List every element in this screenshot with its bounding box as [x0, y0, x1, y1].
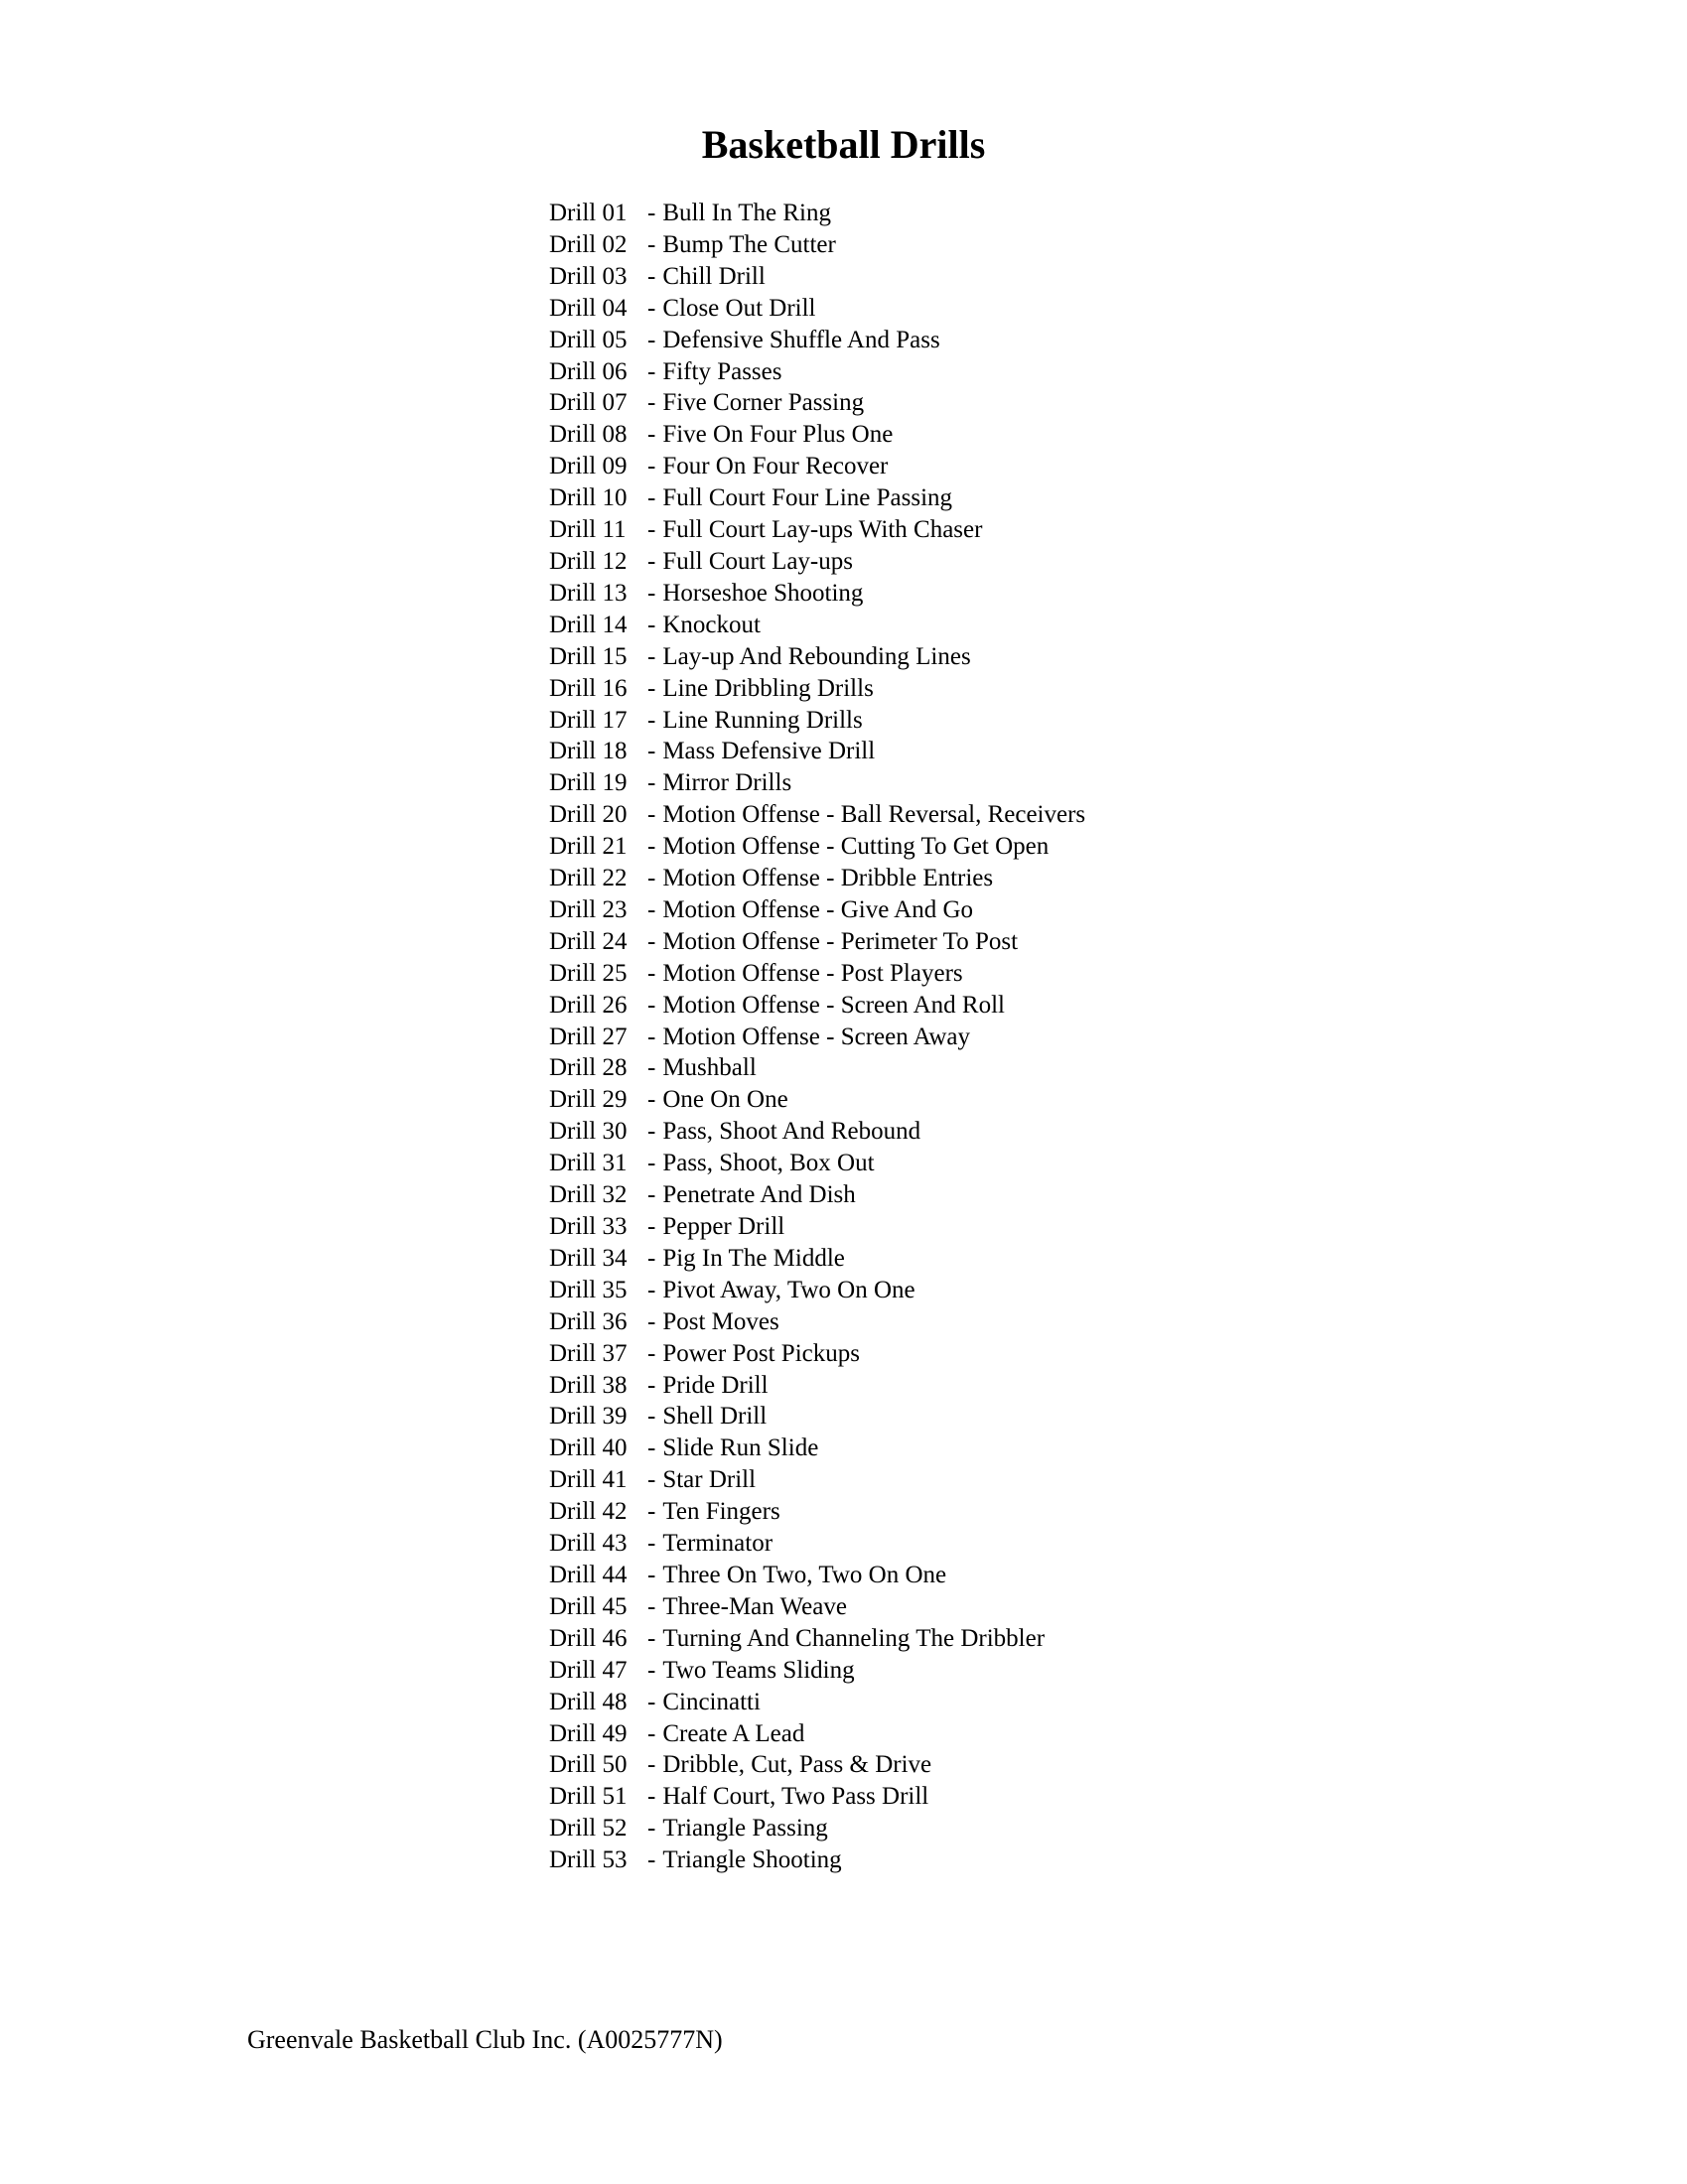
list-item: [549, 1370, 1085, 1402]
drill-name: Three On Two, Two On One: [662, 1561, 947, 1588]
drill-number: Drill 26: [549, 991, 628, 1019]
drill-separator: -: [647, 1213, 656, 1240]
drill-separator: -: [647, 1466, 656, 1494]
drill-name: One On One: [662, 1086, 788, 1114]
drill-number: Drill 30: [549, 1118, 628, 1146]
drill-name: Motion Offense - Cutting To Get Open: [662, 833, 1050, 861]
drill-separator: -: [647, 611, 656, 638]
drill-number: Drill 28: [549, 1054, 628, 1082]
drill-number: Drill 53: [549, 1846, 628, 1874]
list-item: [549, 514, 1085, 546]
drill-number: Drill 36: [549, 1307, 628, 1335]
drill-separator: -: [647, 1244, 656, 1272]
drill-number: Drill 10: [549, 484, 628, 512]
list-item: [549, 261, 1085, 293]
drill-number: Drill 27: [549, 1023, 628, 1050]
drill-name: Motion Offense - Screen Away: [662, 1023, 970, 1050]
drill-number: Drill 20: [549, 801, 628, 829]
drill-name: Full Court Lay-ups With Chaser: [662, 516, 983, 544]
drill-number: Drill 11: [549, 516, 627, 544]
list-item: [549, 863, 1085, 894]
drill-separator: -: [647, 1023, 656, 1050]
list-item: [549, 1116, 1085, 1148]
drill-name: Turning And Channeling The Dribbler: [662, 1624, 1046, 1652]
list-item: [549, 451, 1085, 482]
list-item: [549, 1211, 1085, 1243]
drill-separator: -: [647, 389, 656, 417]
list-item: [549, 1844, 1085, 1876]
list-item: [549, 198, 1085, 229]
list-item: [549, 1243, 1085, 1275]
drill-number: Drill 42: [549, 1498, 628, 1526]
drill-separator: -: [647, 674, 656, 702]
drill-name: Mirror Drills: [662, 769, 792, 797]
drill-separator: -: [647, 833, 656, 861]
page-title: Basketball Drills: [701, 121, 986, 167]
drill-name: Full Court Four Line Passing: [662, 484, 953, 512]
drill-name: Star Drill: [662, 1466, 757, 1494]
drill-separator: -: [647, 421, 656, 449]
drill-name: Bull In The Ring: [662, 200, 832, 226]
drill-separator: -: [647, 579, 656, 607]
list-item: [549, 1179, 1085, 1211]
list-item: [549, 1623, 1085, 1655]
drill-number: Drill 33: [549, 1213, 628, 1240]
drill-name: Post Moves: [662, 1307, 779, 1335]
list-item: [549, 1718, 1085, 1750]
drill-number: Drill 51: [549, 1783, 628, 1811]
drill-number: Drill 13: [549, 579, 628, 607]
drill-number: Drill 25: [549, 959, 628, 987]
list-item: [549, 958, 1085, 990]
list-item: [549, 705, 1085, 737]
drill-number: Drill 29: [549, 1086, 628, 1114]
drill-separator: -: [647, 1719, 656, 1747]
drill-separator: -: [647, 1530, 656, 1558]
drill-separator: -: [647, 1150, 656, 1177]
drill-name: Slide Run Slide: [662, 1434, 819, 1462]
drill-number: Drill 06: [549, 357, 628, 385]
drill-separator: -: [647, 927, 656, 955]
drill-name: Pride Drill: [662, 1371, 769, 1399]
drill-name: Chill Drill: [662, 262, 766, 290]
list-item: [549, 1528, 1085, 1560]
drill-name: Triangle Shooting: [662, 1846, 842, 1874]
drill-name: Four On Four Recover: [662, 453, 889, 480]
list-item: [549, 799, 1085, 831]
list-item: [549, 1338, 1085, 1370]
drill-name: Mass Defensive Drill: [662, 738, 876, 765]
drill-separator: -: [647, 230, 656, 258]
drill-separator: -: [647, 1181, 656, 1209]
drill-name: Motion Offense - Screen And Roll: [662, 991, 1005, 1019]
drill-number: Drill 35: [549, 1276, 628, 1303]
drill-number: Drill 48: [549, 1688, 628, 1715]
drill-number: Drill 24: [549, 927, 628, 955]
drill-separator: -: [647, 1307, 656, 1335]
drill-name: Horseshoe Shooting: [662, 579, 864, 607]
list-item: [549, 736, 1085, 767]
drill-number: Drill 04: [549, 294, 628, 322]
list-item: [549, 894, 1085, 926]
drill-separator: -: [647, 1751, 656, 1779]
drill-name: Pepper Drill: [662, 1213, 785, 1240]
drill-number: Drill 46: [549, 1624, 628, 1652]
drill-name: Close Out Drill: [662, 294, 816, 322]
drill-separator: -: [647, 294, 656, 322]
drill-name: Pass, Shoot And Rebound: [662, 1118, 921, 1146]
list-item: [549, 482, 1085, 514]
list-item: [549, 673, 1085, 705]
drill-separator: -: [647, 1624, 656, 1652]
drill-number: Drill 31: [549, 1150, 628, 1177]
drill-number: Drill 39: [549, 1403, 628, 1431]
drill-separator: -: [647, 959, 656, 987]
drill-name: Motion Offense - Give And Go: [662, 895, 974, 923]
drill-name: Lay-up And Rebounding Lines: [662, 642, 971, 670]
list-item: [549, 325, 1085, 356]
list-item: [549, 767, 1085, 799]
list-item: [549, 1022, 1085, 1053]
drill-number: Drill 32: [549, 1181, 628, 1209]
drill-number: Drill 03: [549, 262, 628, 290]
drill-name: Create A Lead: [662, 1719, 805, 1747]
list-item: [549, 990, 1085, 1022]
drill-number: Drill 17: [549, 706, 628, 734]
drill-separator: -: [647, 769, 656, 797]
drill-separator: -: [647, 1688, 656, 1715]
drill-name: Two Teams Sliding: [662, 1656, 855, 1684]
drill-separator: -: [647, 200, 656, 226]
drill-name: Fifty Passes: [662, 357, 782, 385]
list-item: [549, 356, 1085, 388]
drill-name: Motion Offense - Post Players: [662, 959, 963, 987]
list-item: [549, 1275, 1085, 1306]
drill-name: Pass, Shoot, Box Out: [662, 1150, 875, 1177]
drill-separator: -: [647, 642, 656, 670]
list-item: [549, 641, 1085, 673]
drill-name: Power Post Pickups: [662, 1339, 860, 1367]
drill-separator: -: [647, 357, 656, 385]
drill-number: Drill 23: [549, 895, 628, 923]
drill-number: Drill 34: [549, 1244, 628, 1272]
drill-number: Drill 15: [549, 642, 628, 670]
list-item: [549, 1306, 1085, 1338]
drill-number: Drill 37: [549, 1339, 628, 1367]
drill-separator: -: [647, 326, 656, 353]
drill-number: Drill 19: [549, 769, 628, 797]
drill-name: Triangle Passing: [662, 1815, 828, 1843]
drill-list: [549, 198, 1085, 1876]
drill-separator: -: [647, 1054, 656, 1082]
drill-name: Mushball: [662, 1054, 757, 1082]
drill-separator: -: [647, 706, 656, 734]
drill-number: Drill 09: [549, 453, 628, 480]
list-item: [549, 1655, 1085, 1687]
drill-separator: -: [647, 1371, 656, 1399]
drill-number: Drill 38: [549, 1371, 628, 1399]
drill-separator: -: [647, 516, 656, 544]
drill-number: Drill 22: [549, 865, 628, 892]
list-item: [549, 1591, 1085, 1623]
drill-name: Dribble, Cut, Pass & Drive: [662, 1751, 932, 1779]
list-item: [549, 1433, 1085, 1464]
list-item: [549, 1464, 1085, 1496]
drill-number: Drill 07: [549, 389, 628, 417]
drill-name: Cincinatti: [662, 1688, 761, 1715]
drill-separator: -: [647, 1118, 656, 1146]
drill-separator: -: [647, 1403, 656, 1431]
list-item: [549, 926, 1085, 958]
list-item: [549, 1781, 1085, 1813]
drill-name: Penetrate And Dish: [662, 1181, 856, 1209]
list-item: [549, 1560, 1085, 1591]
drill-name: Motion Offense - Dribble Entries: [662, 865, 994, 892]
drill-separator: -: [647, 1276, 656, 1303]
drill-number: Drill 40: [549, 1434, 628, 1462]
drill-number: Drill 49: [549, 1719, 628, 1747]
drill-separator: -: [647, 484, 656, 512]
drill-number: Drill 18: [549, 738, 628, 765]
drill-separator: -: [647, 453, 656, 480]
drill-name: Pivot Away, Two On One: [662, 1276, 915, 1303]
drill-number: Drill 02: [549, 230, 628, 258]
drill-name: Knockout: [662, 611, 761, 638]
list-item: [549, 546, 1085, 578]
drill-number: Drill 45: [549, 1592, 628, 1620]
list-item: [549, 229, 1085, 261]
list-item: [549, 419, 1085, 451]
drill-separator: -: [647, 1434, 656, 1462]
drill-number: Drill 01: [549, 200, 628, 226]
drill-name: Five Corner Passing: [662, 389, 865, 417]
drill-number: Drill 47: [549, 1656, 628, 1684]
drill-separator: -: [647, 895, 656, 923]
drill-separator: -: [647, 1783, 656, 1811]
drill-number: Drill 21: [549, 833, 628, 861]
drill-name: Defensive Shuffle And Pass: [662, 326, 940, 353]
drill-separator: -: [647, 1656, 656, 1684]
footer-text: Greenvale Basketball Club Inc. (A0025777N): [247, 2025, 723, 2054]
list-item: [549, 831, 1085, 863]
drill-name: Bump The Cutter: [662, 230, 836, 258]
drill-separator: -: [647, 1086, 656, 1114]
drill-separator: -: [647, 1339, 656, 1367]
list-item: [549, 1496, 1085, 1528]
list-item: [549, 1052, 1085, 1084]
drill-number: Drill 50: [549, 1751, 628, 1779]
drill-name: Ten Fingers: [662, 1498, 780, 1526]
drill-separator: -: [647, 1846, 656, 1874]
drill-number: Drill 43: [549, 1530, 628, 1558]
drill-number: Drill 12: [549, 547, 628, 575]
drill-name: Three-Man Weave: [662, 1592, 847, 1620]
list-item: [549, 293, 1085, 325]
list-item: [549, 387, 1085, 419]
drill-number: Drill 05: [549, 326, 628, 353]
list-item: [549, 610, 1085, 641]
list-item: [549, 1749, 1085, 1781]
drill-number: Drill 16: [549, 674, 628, 702]
list-item: [549, 1084, 1085, 1116]
drill-name: Line Running Drills: [662, 706, 863, 734]
drill-name: Pig In The Middle: [662, 1244, 845, 1272]
list-item: [549, 1401, 1085, 1433]
list-item: [549, 1687, 1085, 1718]
drill-number: Drill 08: [549, 421, 628, 449]
drill-name: Line Dribbling Drills: [662, 674, 874, 702]
drill-separator: -: [647, 1592, 656, 1620]
drill-name: Five On Four Plus One: [662, 421, 894, 449]
drill-name: Motion Offense - Ball Reversal, Receivers: [662, 801, 1086, 829]
drill-separator: -: [647, 738, 656, 765]
drill-separator: -: [647, 1561, 656, 1588]
drill-name: Half Court, Two Pass Drill: [662, 1783, 929, 1811]
drill-number: Drill 44: [549, 1561, 628, 1588]
drill-name: Terminator: [662, 1530, 773, 1558]
drill-name: Motion Offense - Perimeter To Post: [662, 927, 1019, 955]
drill-separator: -: [647, 262, 656, 290]
list-item: [549, 1148, 1085, 1179]
drill-number: Drill 41: [549, 1466, 628, 1494]
list-item: [549, 578, 1085, 610]
drill-separator: -: [647, 801, 656, 829]
drill-name: Shell Drill: [662, 1403, 768, 1431]
drill-separator: -: [647, 991, 656, 1019]
drill-separator: -: [647, 1498, 656, 1526]
drill-number: Drill 14: [549, 611, 628, 638]
list-item: [549, 1813, 1085, 1844]
drill-separator: -: [647, 547, 656, 575]
drill-name: Full Court Lay-ups: [662, 547, 853, 575]
drill-separator: -: [647, 1815, 656, 1843]
drill-number: Drill 52: [549, 1815, 628, 1843]
drill-separator: -: [647, 865, 656, 892]
